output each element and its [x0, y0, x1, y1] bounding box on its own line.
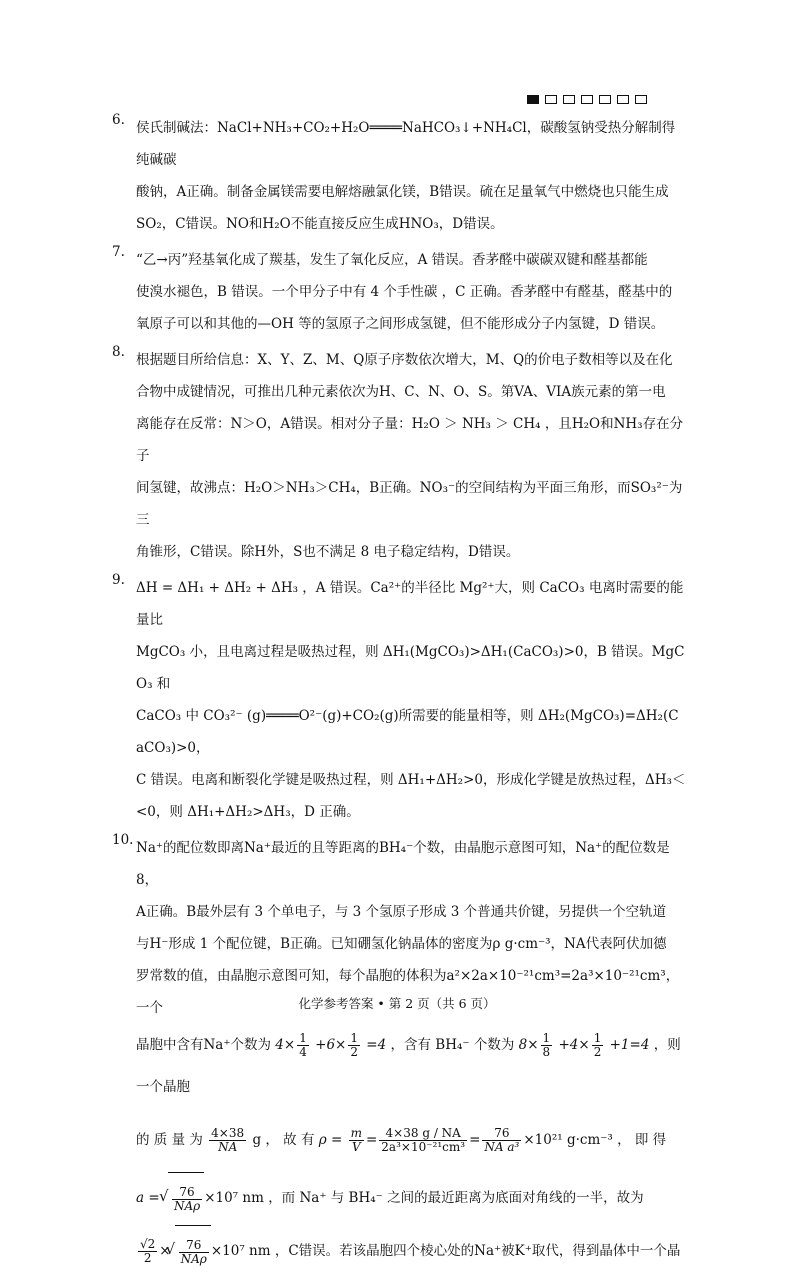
fraction: [172, 1186, 202, 1213]
numerator: 1: [350, 1030, 358, 1045]
math-run: +1=4: [609, 1037, 650, 1053]
fraction: [379, 1127, 467, 1154]
answer-line: 合物中成键情况，可推出几种元素依次为H、C、N、O、S。第VA、VIA族元素的第一电: [136, 384, 666, 400]
math-run: ×: [159, 1243, 171, 1259]
answer-line: SO₂，C错误。NO和H₂O不能直接反应生成HNO₃，D错误。: [136, 216, 504, 232]
denominator: NAρ: [180, 1252, 207, 1266]
math-run: a =: [136, 1190, 160, 1206]
answer-line: 离能存在反常：N＞O，A错误。相对分子量：H₂O ＞ NH₃ ＞ CH₄ ，且H₂O和NH₃存在分子: [136, 416, 684, 464]
fraction: [209, 1127, 246, 1154]
answer-line: 侯氏制碱法：NaCl+NH₃+CO₂+H₂O════NaHCO₃↓+NH₄Cl，碳酸氢钠受热分解制得纯碱碳: [136, 120, 676, 168]
answer-line: 氧原子可以和其他的—OH 等的氢原子之间形成氢键，但不能形成分子内氢键，D 错误。: [136, 316, 665, 332]
denominator: 8: [542, 1045, 551, 1059]
fraction: [179, 1239, 209, 1266]
denominator: 2: [350, 1045, 358, 1059]
math-run: +4×: [558, 1037, 590, 1053]
page-mark: [599, 95, 611, 104]
numerator: m: [350, 1125, 362, 1140]
answer-line: MgCO₃ 小，且电离过程是吸热过程，则 ΔH₁(MgCO₃)>ΔH₁(CaCO₃)>0，B 错误。MgCO₃ 和: [136, 644, 685, 692]
answer-line-count: [136, 1024, 686, 1108]
numerator: 4×38 g / NA: [379, 1127, 467, 1141]
fraction: [349, 1127, 364, 1154]
page-mark: [581, 95, 593, 104]
answer-line-distance: [136, 1225, 686, 1278]
fraction: [482, 1127, 521, 1154]
answer-content: [112, 112, 686, 1282]
fraction: [541, 1032, 553, 1059]
fraction: [348, 1032, 360, 1059]
item-number: 9.: [112, 572, 125, 588]
page-footer: 化学参考答案 • 第 2 页（共 6 页）: [298, 996, 496, 1011]
cube-root: [175, 1225, 211, 1278]
math-run: +6×: [315, 1037, 347, 1053]
numerator: √2: [140, 1236, 156, 1251]
answer-line: 根据题目所给信息：X、Y、Z、M、Q原子序数依次增大，M、Q的价电子数相等以及在化: [136, 352, 673, 368]
numerator: 1: [299, 1030, 307, 1045]
answer-line: 使溴水褪色，B 错误。一个甲分子中有 4 个手性碳 ，C 正确。香茅醛中有醛基，醛基中的: [136, 284, 673, 300]
answer-item-10: [112, 832, 686, 1278]
answer-item-6: [112, 112, 686, 240]
denominator: 2a³×10⁻²¹cm³: [381, 1140, 466, 1154]
denominator: NAρ: [173, 1199, 201, 1213]
math-run: ρ =: [318, 1132, 343, 1148]
answer-item-9: [112, 572, 686, 828]
denominator: NA a³: [484, 1140, 520, 1154]
cube-root: [168, 1172, 204, 1225]
answer-item-7: [112, 244, 686, 340]
item-number: 10.: [112, 832, 134, 848]
page-mark: [545, 95, 557, 104]
numerator: 1: [593, 1030, 602, 1045]
numerator: 4×38: [211, 1125, 245, 1140]
answer-line: 酸钠，A正确。制备金属镁需要电解熔融氯化镁，B错误。硫在足量氧气中燃烧也只能生成: [136, 184, 669, 200]
fraction: [138, 1238, 157, 1265]
math-run: ×10⁷ nm: [204, 1190, 264, 1206]
numerator: 1: [542, 1030, 551, 1045]
answer-line: 角锥形，C错误。除H外，S也不满足 8 电子稳定结构，D错误。: [136, 544, 520, 560]
text-run: ，则一个晶胞: [136, 1037, 681, 1095]
text-run: ， 即 得: [617, 1132, 667, 1148]
denominator: V: [351, 1140, 361, 1154]
text-run: ，含有 BH₄⁻ 个数为: [390, 1037, 515, 1053]
numerator: 76: [482, 1127, 521, 1141]
numerator: √ 76: [179, 1239, 209, 1253]
page-indicator: [527, 95, 647, 104]
answer-line: “乙→丙”羟基氧化成了羰基，发生了氧化反应，A 错误。香茅醛中碳碳双键和醛基都能: [136, 252, 648, 268]
text-run: g ， 故 有: [252, 1132, 315, 1148]
math-run: 8×: [518, 1037, 539, 1053]
answer-line: Na⁺的配位数即离Na⁺最近的且等距离的BH₄⁻个数，由晶胞示意图可知，Na⁺的配位数是 8，: [136, 840, 670, 888]
answer-line: 间氢键，故沸点：H₂O＞NH₃＞CH₄，B正确。NO₃⁻的空间结构为平面三角形，而SO₃²⁻为三: [136, 480, 683, 528]
answer-line: 罗常数的值，由晶胞示意图可知，每个晶胞的体积为a²×2a×10⁻²¹cm³=2a³×10⁻²¹cm³，一个: [136, 968, 680, 1016]
fraction: [592, 1032, 604, 1059]
item-number: 6.: [112, 112, 125, 128]
numerator: √ 76: [172, 1186, 202, 1200]
text-run: ，而 Na⁺ 与 BH₄⁻ 之间的最近距离为底面对角线的一半，故为: [268, 1190, 644, 1206]
answer-line: A正确。B最外层有 3 个单电子，与 3 个氢原子形成 3 个普通共价键，另提供一个空轨道: [136, 904, 667, 920]
math-run: ×10²¹ g·cm⁻³: [523, 1132, 613, 1148]
answer-line: C 错误。电离和断裂化学键是吸热过程，则 ΔH₁+ΔH₂>0，形成化学键是放热过程，ΔH₃＜: [136, 772, 686, 788]
page-mark: [617, 95, 629, 104]
answer-item-8: [112, 344, 686, 568]
answer-line: 与H⁻形成 1 个配位键，B正确。已知硼氢化钠晶体的密度为ρ g·cm⁻³，NA代表阿伏加德: [136, 936, 667, 952]
item-number: 7.: [112, 244, 125, 260]
page-mark: [635, 95, 647, 104]
denominator: 2: [143, 1251, 152, 1265]
answer-line: ΔH = ΔH₁ + ΔH₂ + ΔH₃ ，A 错误。Ca²⁺的半径比 Mg²⁺大，则 CaCO₃ 电离时需要的能量比: [136, 580, 684, 628]
answer-line: <0，则 ΔH₁+ΔH₂>ΔH₃，D 正确。: [136, 804, 360, 820]
math-run: 4×: [275, 1037, 296, 1053]
math-run: ×10⁷ nm: [210, 1243, 271, 1259]
fraction: [297, 1032, 309, 1059]
item-number: 8.: [112, 344, 125, 360]
denominator: 4: [299, 1045, 307, 1059]
text-run: 的 质 量 为: [136, 1132, 203, 1148]
text-run: ，C错误。若该晶胞四个棱心处的Na⁺被K⁺取代，得到晶体中一个晶: [274, 1243, 681, 1259]
answer-line-a: [136, 1172, 686, 1225]
text-run: 晶胞中含有Na⁺个数为: [136, 1037, 271, 1053]
page-mark: [563, 95, 575, 104]
denominator: NA: [218, 1140, 238, 1154]
answer-line: CaCO₃ 中 CO₃²⁻ (g)════O²⁻(g)+CO₂(g)所需要的能量相等，则 ΔH₂(MgCO₃)=ΔH₂(CaCO₃)>0，: [136, 708, 679, 756]
answer-line-density: 的 质 量 为 $\frac{4\times 38}{NA}$ g ， 故 有 ρ = $\frac{m}{V}$ = $\frac{4\times 38 g / NA}{\text{2a³×10⁻²¹cm³}}$ = $\frac{76}{\text{NA a³}}$ ×10²¹ g·cm⁻³ ， 即 得: [136, 1125, 667, 1154]
math-run: =4: [366, 1037, 387, 1053]
denominator: 2: [593, 1045, 602, 1059]
page-mark-active: [527, 95, 539, 104]
